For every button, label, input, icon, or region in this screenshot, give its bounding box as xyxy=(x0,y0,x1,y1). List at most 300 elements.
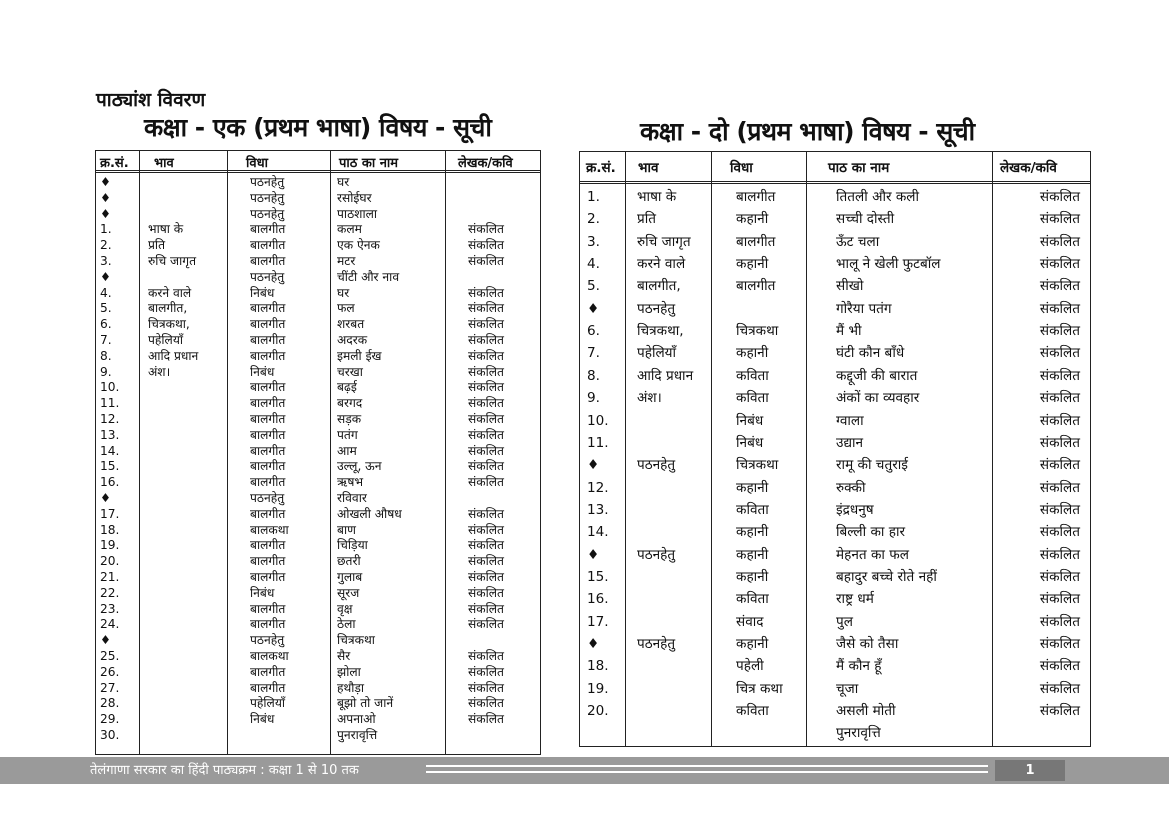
lesson-cell: अपनाओ xyxy=(337,712,376,727)
author-cell: संकलित xyxy=(1039,367,1080,384)
lesson-cell: जैसे को तैसा xyxy=(836,636,899,652)
header-genre: विधा xyxy=(730,160,753,176)
table-row xyxy=(96,191,540,207)
table-row xyxy=(96,633,540,649)
table-row xyxy=(96,681,540,697)
table-row xyxy=(580,320,1090,342)
serial-cell: 13. xyxy=(587,501,609,518)
lesson-cell: बाण xyxy=(337,522,356,537)
serial-cell: 25. xyxy=(100,649,120,663)
theme-cell: बालगीत, xyxy=(637,278,681,295)
serial-cell: 2. xyxy=(587,211,600,228)
lesson-cell: पुनरावृत्ति xyxy=(836,725,881,742)
table-row xyxy=(96,696,540,712)
table-row xyxy=(96,459,540,475)
table-row xyxy=(580,432,1090,454)
table-row xyxy=(580,253,1090,275)
lesson-cell: बहादुर बच्चे रोते नहीं xyxy=(836,568,937,585)
lesson-cell: अंकों का व्यवहार xyxy=(836,390,920,407)
serial-cell: 9. xyxy=(100,364,112,379)
genre-cell: निबंध xyxy=(736,412,764,429)
theme-cell: रुचि जागृत xyxy=(637,233,691,250)
serial-cell: 11. xyxy=(587,434,609,451)
lesson-cell: आम xyxy=(337,443,357,458)
table-row xyxy=(580,275,1090,297)
header-divider xyxy=(580,181,1090,184)
table-row xyxy=(96,649,540,665)
author-cell: संकलित xyxy=(468,222,504,237)
lesson-cell: कद्दूजी की बारात xyxy=(836,367,918,384)
genre-cell: बालगीत xyxy=(250,617,286,632)
author-cell: संकलित xyxy=(1039,636,1080,652)
serial-cell: 3. xyxy=(587,233,600,250)
author-cell: संकलित xyxy=(1039,256,1080,273)
serial-cell: ♦ xyxy=(100,206,111,221)
author-cell: संकलित xyxy=(468,664,504,679)
header-theme: भाव xyxy=(638,160,659,176)
table-row xyxy=(96,444,540,460)
serial-cell: 15. xyxy=(100,459,120,474)
serial-cell: 29. xyxy=(100,712,120,727)
table-row xyxy=(96,396,540,412)
genre-cell: बालगीत xyxy=(250,680,286,695)
serial-cell: 1. xyxy=(587,189,600,205)
author-cell: संकलित xyxy=(468,459,504,474)
lesson-cell: घंटी कौन बाँधे xyxy=(836,345,905,362)
genre-cell: बालगीत xyxy=(250,254,286,268)
serial-cell: 7. xyxy=(587,345,600,362)
author-cell: संकलित xyxy=(468,570,504,584)
genre-cell: बालकथा xyxy=(250,649,289,663)
serial-cell: 30. xyxy=(100,728,120,742)
theme-cell: अंश। xyxy=(148,364,171,379)
serial-cell: 3. xyxy=(100,254,112,268)
table-row xyxy=(580,186,1090,208)
serial-cell: ♦ xyxy=(100,190,111,205)
table-row xyxy=(96,665,540,681)
theme-cell: चित्रकथा, xyxy=(637,323,684,340)
lesson-cell: शरबत xyxy=(337,317,365,332)
author-cell: संकलित xyxy=(1039,568,1080,585)
genre-cell: पठनहेतु xyxy=(250,269,285,284)
table-row xyxy=(96,317,540,333)
genre-cell: पठनहेतु xyxy=(250,206,285,221)
serial-cell: 24. xyxy=(100,617,120,632)
serial-cell: 19. xyxy=(100,538,120,553)
table-row xyxy=(96,586,540,602)
genre-cell: चित्रकथा xyxy=(736,457,779,474)
table-row xyxy=(580,208,1090,230)
author-cell: संकलित xyxy=(468,601,504,616)
table-row xyxy=(96,617,540,633)
serial-cell: 11. xyxy=(100,396,120,411)
lesson-cell: बरगद xyxy=(337,396,363,411)
theme-cell: प्रति xyxy=(637,211,657,228)
genre-cell: निबंध xyxy=(736,434,764,451)
author-cell: संकलित xyxy=(1039,703,1080,720)
author-cell: संकलित xyxy=(468,522,504,537)
lesson-cell: कलम xyxy=(337,222,362,237)
table-row xyxy=(96,507,540,523)
genre-cell: बालगीत xyxy=(250,412,286,426)
serial-cell: ♦ xyxy=(100,491,111,505)
serial-cell: 17. xyxy=(100,506,120,521)
lesson-cell: बढ़ई xyxy=(337,380,357,395)
table-row xyxy=(580,544,1090,566)
lesson-cell: सीखो xyxy=(836,278,864,295)
author-cell: संकलित xyxy=(1039,501,1080,518)
table-row xyxy=(580,387,1090,409)
lesson-cell: असली मोती xyxy=(836,703,896,720)
author-cell: संकलित xyxy=(1039,658,1080,675)
serial-cell: 19. xyxy=(587,680,609,697)
author-cell: संकलित xyxy=(468,380,504,395)
serial-cell: 12. xyxy=(100,412,120,426)
table-row xyxy=(96,301,540,317)
author-cell: संकलित xyxy=(468,301,504,316)
genre-cell: बालगीत xyxy=(250,317,286,332)
lesson-cell: ऊँट चला xyxy=(836,233,880,250)
author-cell: संकलित xyxy=(468,254,504,268)
lesson-cell: रविवार xyxy=(337,491,367,505)
genre-cell: बालगीत xyxy=(250,348,286,363)
serial-cell: 23. xyxy=(100,601,120,616)
table-row xyxy=(580,231,1090,253)
author-cell: संकलित xyxy=(468,585,504,600)
theme-cell: भाषा के xyxy=(148,222,184,237)
genre-cell: बालगीत xyxy=(250,222,286,237)
genre-cell: कहानी xyxy=(736,345,769,362)
genre-cell: बालगीत xyxy=(250,333,286,347)
lesson-cell: मैं कौन हूँ xyxy=(836,658,882,675)
table-row xyxy=(96,380,540,396)
genre-cell: निबंध xyxy=(250,712,275,727)
serial-cell: 4. xyxy=(587,256,600,273)
table-one xyxy=(95,150,541,755)
genre-cell: बालगीत xyxy=(736,189,776,205)
table-row xyxy=(580,633,1090,655)
serial-cell: 21. xyxy=(100,570,120,584)
genre-cell: बालगीत xyxy=(250,475,286,490)
lesson-cell: चूजा xyxy=(836,680,859,697)
genre-cell: संवाद xyxy=(736,613,764,630)
genre-cell: बालगीत xyxy=(250,396,286,411)
table-one-title: कक्षा - एक (प्रथम भाषा) विषय - सूची xyxy=(144,113,492,142)
author-cell: संकलित xyxy=(1039,613,1080,630)
author-cell: संकलित xyxy=(468,333,504,347)
serial-cell: 26. xyxy=(100,664,120,679)
header-serial: क्र.सं. xyxy=(100,156,129,171)
lesson-cell: गुलाब xyxy=(337,570,363,584)
author-cell: संकलित xyxy=(468,317,504,332)
lesson-cell: उल्लू, ऊन xyxy=(337,459,382,474)
table-row xyxy=(96,475,540,491)
serial-cell: 27. xyxy=(100,680,120,695)
lesson-cell: पुल xyxy=(836,613,853,630)
lesson-cell: मैं भी xyxy=(836,323,862,340)
author-cell: संकलित xyxy=(1039,345,1080,362)
lesson-cell: अदरक xyxy=(337,333,368,347)
author-cell: संकलित xyxy=(1039,412,1080,429)
lesson-cell: सैर xyxy=(337,649,351,663)
table-row xyxy=(580,678,1090,700)
header-lesson: पाठ का नाम xyxy=(339,156,399,171)
author-cell: संकलित xyxy=(468,348,504,363)
header-lesson: पाठ का नाम xyxy=(828,160,890,176)
footer-text: तेलंगाणा सरकार का हिंदी पाठ्यक्रम : कक्षा 1 से 10 तक xyxy=(84,760,365,781)
serial-cell: 20. xyxy=(100,554,120,569)
genre-cell: बालगीत xyxy=(250,506,286,521)
genre-cell: निबंध xyxy=(250,285,275,300)
lesson-cell: बूझो तो जानें xyxy=(337,696,394,711)
lesson-cell: भालू ने खेली फुटबॉल xyxy=(836,256,941,273)
lesson-cell: सूरज xyxy=(337,585,360,600)
table-row xyxy=(580,298,1090,320)
serial-cell: 10. xyxy=(587,412,609,429)
lesson-cell: छतरी xyxy=(337,554,361,569)
lesson-cell: घर xyxy=(337,175,350,189)
genre-cell: कहानी xyxy=(736,211,769,228)
table-row xyxy=(96,222,540,238)
serial-cell: 13. xyxy=(100,427,120,442)
serial-cell: 12. xyxy=(587,479,609,496)
author-cell: संकलित xyxy=(468,617,504,632)
genre-cell: कहानी xyxy=(736,479,769,496)
serial-cell: 5. xyxy=(100,301,112,316)
table-row xyxy=(580,454,1090,476)
theme-cell: बालगीत, xyxy=(148,301,188,316)
serial-cell: ♦ xyxy=(587,300,600,317)
header-genre: विधा xyxy=(246,156,268,171)
lesson-cell: चींटी और नाव xyxy=(337,269,400,284)
theme-cell: अंश। xyxy=(637,390,662,407)
header-author: लेखक/कवि xyxy=(458,156,513,171)
genre-cell: कविता xyxy=(736,501,769,518)
theme-cell: पठनहेतु xyxy=(637,457,676,474)
author-cell: संकलित xyxy=(468,696,504,711)
table-row xyxy=(580,722,1090,744)
serial-cell: 5. xyxy=(587,278,600,295)
genre-cell: बालगीत xyxy=(250,538,286,553)
serial-cell: 16. xyxy=(100,475,120,490)
genre-cell: पठनहेतु xyxy=(250,190,285,205)
footer-rule xyxy=(426,765,988,773)
genre-cell: बालगीत xyxy=(250,427,286,442)
table-row xyxy=(580,566,1090,588)
theme-cell: आदि प्रधान xyxy=(637,367,694,384)
header-serial: क्र.सं. xyxy=(586,160,616,176)
lesson-cell: मेहनत का फल xyxy=(836,546,909,563)
table-two xyxy=(579,151,1091,747)
lesson-cell: फल xyxy=(337,301,355,316)
genre-cell: कहानी xyxy=(736,524,769,541)
author-cell: संकलित xyxy=(468,680,504,695)
genre-cell: चित्रकथा xyxy=(736,323,779,340)
author-cell: संकलित xyxy=(1039,278,1080,295)
table-row xyxy=(96,365,540,381)
serial-cell: 1. xyxy=(100,222,112,237)
table-row xyxy=(580,521,1090,543)
lesson-cell: उद्यान xyxy=(836,434,864,451)
table-row xyxy=(580,477,1090,499)
serial-cell: 28. xyxy=(100,696,120,711)
table-row xyxy=(96,728,540,744)
serial-cell: 9. xyxy=(587,390,600,407)
genre-cell: निबंध xyxy=(250,585,275,600)
table-row xyxy=(96,523,540,539)
serial-cell: 14. xyxy=(100,443,120,458)
lesson-cell: तितली और कली xyxy=(836,189,920,205)
genre-cell: बालगीत xyxy=(250,459,286,474)
lesson-cell: सड़क xyxy=(337,412,362,426)
serial-cell: 18. xyxy=(100,522,120,537)
lesson-cell: हथौड़ा xyxy=(337,680,365,695)
lesson-cell: ऋषभ xyxy=(337,475,364,490)
serial-cell: 18. xyxy=(587,658,609,675)
author-cell: संकलित xyxy=(468,427,504,442)
table-row xyxy=(96,491,540,507)
table-row xyxy=(580,342,1090,364)
table-row xyxy=(96,175,540,191)
genre-cell: बालगीत xyxy=(736,278,776,295)
author-cell: संकलित xyxy=(1039,390,1080,407)
serial-cell: 20. xyxy=(587,703,609,720)
author-cell: संकलित xyxy=(468,443,504,458)
genre-cell: बालगीत xyxy=(736,233,776,250)
table-row xyxy=(96,270,540,286)
table-row xyxy=(580,700,1090,722)
table-row xyxy=(580,655,1090,677)
author-cell: संकलित xyxy=(1039,457,1080,474)
genre-cell: बालगीत xyxy=(250,238,286,253)
theme-cell: पहेलियाँ xyxy=(637,345,677,362)
serial-cell: ♦ xyxy=(587,546,600,563)
author-cell: संकलित xyxy=(1039,233,1080,250)
genre-cell: बालगीत xyxy=(250,443,286,458)
author-cell: संकलित xyxy=(1039,524,1080,541)
page-heading: पाठ्यांश विवरण xyxy=(96,89,206,111)
lesson-cell: बिल्ली का हार xyxy=(836,524,906,541)
serial-cell: 8. xyxy=(587,367,600,384)
theme-cell: प्रति xyxy=(148,238,166,253)
table-row xyxy=(96,538,540,554)
serial-cell: 17. xyxy=(587,613,609,630)
lesson-cell: चिड़िया xyxy=(337,538,368,553)
table-row xyxy=(96,602,540,618)
genre-cell: बालगीत xyxy=(250,601,286,616)
table-two-title: कक्षा - दो (प्रथम भाषा) विषय - सूची xyxy=(640,117,975,146)
author-cell: संकलित xyxy=(1039,680,1080,697)
table-row xyxy=(96,254,540,270)
table-row xyxy=(580,410,1090,432)
serial-cell: 7. xyxy=(100,333,112,347)
author-cell: संकलित xyxy=(1039,189,1080,205)
table-row xyxy=(580,611,1090,633)
lesson-cell: ठेला xyxy=(337,617,356,632)
lesson-cell: वृक्ष xyxy=(337,601,353,616)
serial-cell: ♦ xyxy=(587,636,600,652)
serial-cell: 16. xyxy=(587,591,609,608)
author-cell: संकलित xyxy=(468,412,504,426)
page-number: 1 xyxy=(995,760,1065,781)
genre-cell: कहानी xyxy=(736,546,769,563)
author-cell: संकलित xyxy=(468,364,504,379)
theme-cell: पठनहेतु xyxy=(637,636,676,652)
serial-cell: ♦ xyxy=(587,457,600,474)
author-cell: संकलित xyxy=(468,506,504,521)
lesson-cell: इंद्रधनुष xyxy=(836,501,874,518)
genre-cell: कविता xyxy=(736,367,769,384)
genre-cell: चित्र कथा xyxy=(736,680,783,697)
author-cell: संकलित xyxy=(1039,323,1080,340)
serial-cell: 4. xyxy=(100,285,112,300)
lesson-cell: चित्रकथा xyxy=(337,633,375,648)
lesson-cell: मटर xyxy=(337,254,356,268)
genre-cell: पठनहेतु xyxy=(250,491,285,505)
lesson-cell: पतंग xyxy=(337,427,358,442)
genre-cell: कविता xyxy=(736,390,769,407)
author-cell: संकलित xyxy=(1039,591,1080,608)
genre-cell: बालगीत xyxy=(250,380,286,395)
author-cell: संकलित xyxy=(468,238,504,253)
lesson-cell: झोला xyxy=(337,664,361,679)
serial-cell: 8. xyxy=(100,348,112,363)
author-cell: संकलित xyxy=(468,475,504,490)
lesson-cell: रामू की चतुराई xyxy=(836,457,908,474)
serial-cell: ♦ xyxy=(100,269,111,284)
table-row xyxy=(96,349,540,365)
lesson-cell: सच्ची दोस्ती xyxy=(836,211,895,228)
table-row xyxy=(96,412,540,428)
table-row xyxy=(96,428,540,444)
author-cell: संकलित xyxy=(1039,434,1080,451)
theme-cell: आदि प्रधान xyxy=(148,348,199,363)
theme-cell: करने वाले xyxy=(637,256,686,273)
theme-cell: रुचि जागृत xyxy=(148,254,197,268)
header-theme: भाव xyxy=(154,156,174,171)
genre-cell: पहेली xyxy=(736,658,764,675)
lesson-cell: एक ऐनक xyxy=(337,238,380,253)
genre-cell: कहानी xyxy=(736,568,769,585)
lesson-cell: ग्वाला xyxy=(836,412,864,429)
author-cell: संकलित xyxy=(1039,211,1080,228)
table-row xyxy=(96,554,540,570)
serial-cell: ♦ xyxy=(100,175,111,189)
genre-cell: कविता xyxy=(736,591,769,608)
author-cell: संकलित xyxy=(1039,546,1080,563)
table-row xyxy=(96,286,540,302)
table-row xyxy=(580,499,1090,521)
genre-cell: पहेलियाँ xyxy=(250,696,286,711)
genre-cell: बालगीत xyxy=(250,301,286,316)
table-row xyxy=(96,238,540,254)
genre-cell: कहानी xyxy=(736,256,769,273)
lesson-cell: चरखा xyxy=(337,364,363,379)
table-row xyxy=(580,588,1090,610)
lesson-cell: पाठशाला xyxy=(337,206,378,221)
lesson-cell: रुक्की xyxy=(836,479,866,496)
genre-cell: बालगीत xyxy=(250,570,286,584)
theme-cell: चित्रकथा, xyxy=(148,317,190,332)
table-row xyxy=(96,570,540,586)
lesson-cell: गोरैया पतंग xyxy=(836,300,892,317)
table-row xyxy=(96,333,540,349)
author-cell: संकलित xyxy=(468,712,504,727)
serial-cell: 10. xyxy=(100,380,120,395)
serial-cell: 22. xyxy=(100,585,120,600)
serial-cell: 15. xyxy=(587,568,609,585)
serial-cell: ♦ xyxy=(100,633,111,648)
